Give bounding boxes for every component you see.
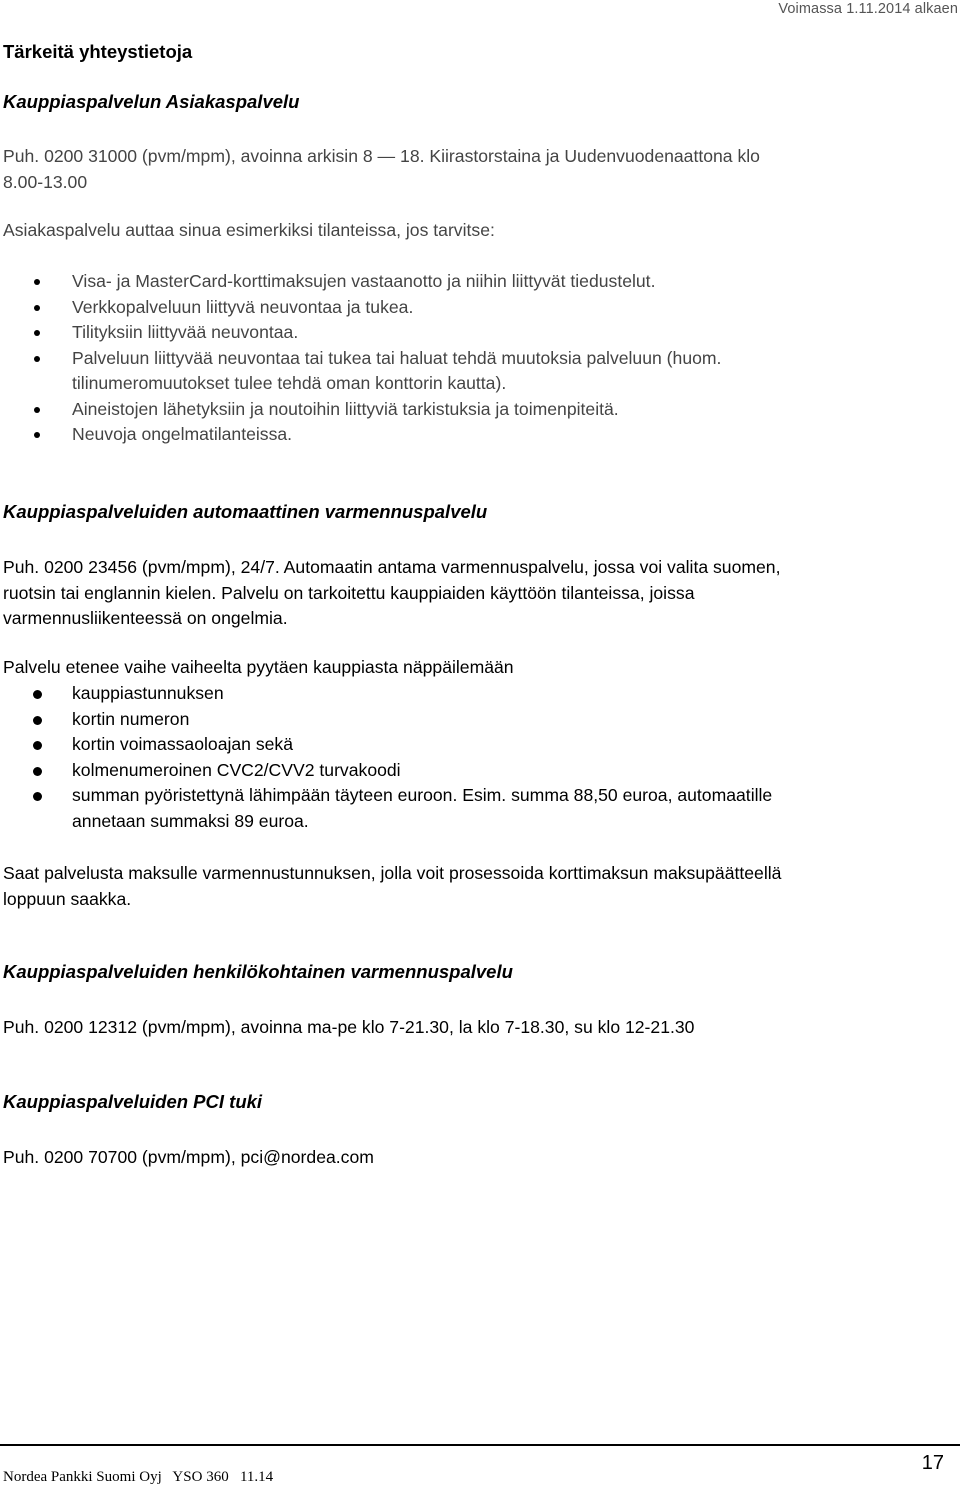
outro-line: Saat palvelusta maksulle varmennustunnuksen, jolla voit prosessoida korttimaksun maksupäätteellä xyxy=(3,863,782,883)
page-title: Tärkeitä yhteystietoja xyxy=(3,41,193,62)
list-item: kolmenumeroinen CVC2/CVV2 turvakoodi xyxy=(0,758,930,784)
auto-verification-outro xyxy=(3,861,960,912)
customer-service-heading: Kauppiaspalvelun Asiakaspalvelu xyxy=(3,91,300,112)
personal-verification-heading: Kauppiaspalveluiden henkilökohtainen varmennuspalvelu xyxy=(3,961,513,982)
list-item: Verkkopalveluun liittyvä neuvontaa ja tukea. xyxy=(0,295,930,321)
bullet-icon xyxy=(33,792,42,801)
bullet-icon xyxy=(33,741,42,750)
pci-phone: Puh. 0200 70700 (pvm/mpm), pci@nordea.com xyxy=(3,1147,374,1167)
list-item: kortin numeron xyxy=(0,707,930,733)
description-line: ruotsin tai englannin kielen. Palvelu on tarkoitettu kauppiaiden käyttöön tilanteissa, joissa xyxy=(3,582,695,603)
customer-service-phone xyxy=(3,144,960,195)
customer-service-phone-line: 8.00-13.00 xyxy=(3,171,88,192)
bullet-icon xyxy=(34,356,40,362)
bullet-icon xyxy=(34,279,40,285)
bullet-icon xyxy=(34,305,40,311)
auto-verification-description xyxy=(3,555,960,632)
bullet-icon xyxy=(33,716,42,725)
validity-date: Voimassa 1.11.2014 alkaen xyxy=(778,1,958,17)
list-item: Aineistojen lähetyksiin ja noutoihin liittyviä tarkistuksia ja toimenpiteitä. xyxy=(0,397,930,423)
auto-verification-heading: Kauppiaspalveluiden automaattinen varmennuspalvelu xyxy=(3,501,488,522)
customer-service-phone-line: Puh. 0200 31000 (pvm/mpm), avoinna arkisin 8 — 18. Kiirastorstaina ja Uudenvuodenaattona klo xyxy=(3,146,760,166)
description-line: varmennusliikenteessä on ongelmia. xyxy=(3,608,288,628)
description-line: Puh. 0200 23456 (pvm/mpm), 24/7. Automaatin antama varmennuspalvelu, jossa voi valita suomen, xyxy=(3,557,781,577)
page-number: 17 xyxy=(921,1452,944,1474)
footer-company: Nordea Pankki Suomi Oyj YSO 360 11.14 xyxy=(3,1469,274,1485)
list-item: kauppiastunnuksen xyxy=(0,681,930,707)
bullet-icon xyxy=(34,330,40,336)
bullet-icon xyxy=(34,407,40,413)
list-item: Visa- ja MasterCard-korttimaksujen vastaanotto ja niihin liittyvät tiedustelut. xyxy=(0,269,930,295)
bullet-icon xyxy=(33,767,42,776)
pci-heading: Kauppiaspalveluiden PCI tuki xyxy=(3,1091,263,1112)
list-item: kortin voimassaoloajan sekä xyxy=(0,732,930,758)
list-item: Neuvoja ongelmatilanteissa. xyxy=(0,422,930,448)
footer-divider xyxy=(0,1444,960,1446)
personal-verification-phone: Puh. 0200 12312 (pvm/mpm), avoinna ma-pe klo 7-21.30, la klo 7-18.30, su klo 12-21.30 xyxy=(3,1017,695,1037)
bullet-icon xyxy=(34,432,40,438)
steps-list xyxy=(0,681,930,834)
list-item: Palveluun liittyvää neuvontaa tai tukea tai haluat tehdä muutoksia palveluun (huom. tilinumeromuutokset tulee tehdä oman konttorin kautta). xyxy=(0,346,930,397)
bullet-icon xyxy=(33,690,42,699)
list-item: summan pyöristettynä lähimpään täyteen euroon. Esim. summa 88,50 euroa, automaatille annetaan summaksi 89 euroa. xyxy=(0,783,930,834)
steps-intro: Palvelu etenee vaihe vaiheelta pyytäen kauppiasta näppäilemään xyxy=(3,657,514,677)
list-item: Tilityksiin liittyvää neuvontaa. xyxy=(0,320,930,346)
customer-service-intro: Asiakaspalvelu auttaa sinua esimerkiksi tilanteissa, jos tarvitse: xyxy=(3,220,495,240)
outro-line: loppuun saakka. xyxy=(3,888,132,909)
customer-service-list xyxy=(0,269,930,448)
